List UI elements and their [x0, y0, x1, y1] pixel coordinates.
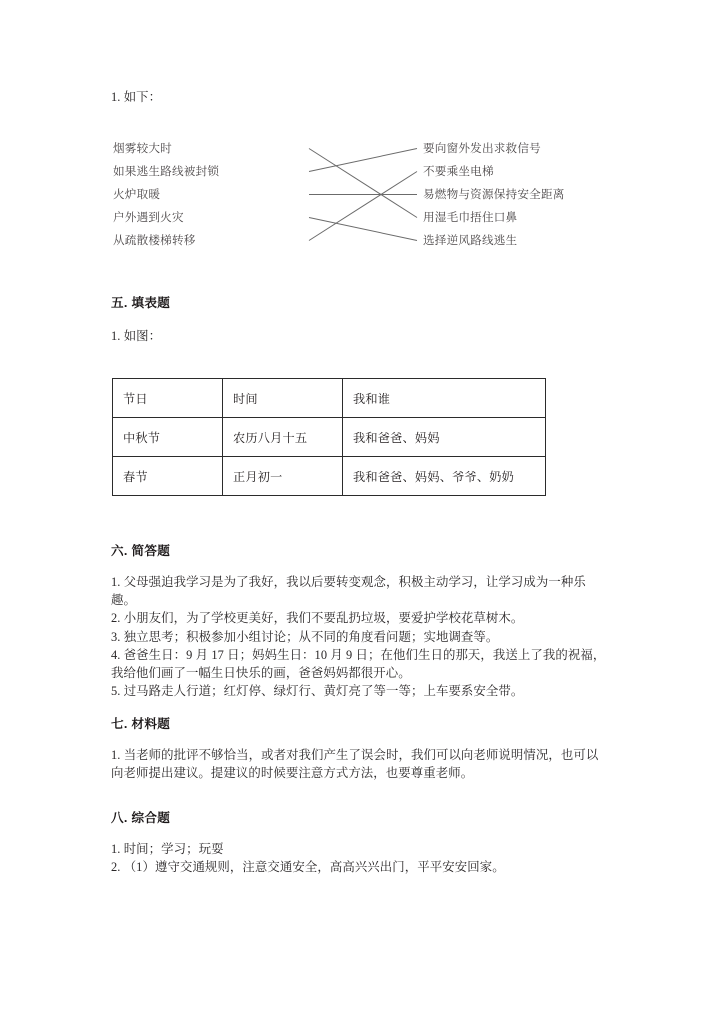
match-right-item: 不要乘坐电梯 — [423, 165, 494, 178]
match-right-item: 用湿毛巾捂住口鼻 — [423, 211, 518, 224]
table-header-cell: 节日 — [113, 379, 223, 418]
match-right-item: 易燃物与资源保持安全距离 — [423, 188, 565, 201]
table-cell: 我和爸爸、妈妈、爷爷、奶奶 — [343, 457, 546, 496]
match-connector-line — [309, 218, 417, 241]
table-row — [113, 418, 546, 457]
table-row — [113, 379, 546, 418]
match-right-item: 选择逆风路线逃生 — [423, 234, 518, 247]
section-7-body — [111, 746, 608, 782]
match-connector-line — [309, 149, 417, 172]
match-left-item: 火炉取暖 — [113, 188, 161, 201]
matching-diagram — [113, 137, 613, 259]
match-left-item: 从疏散楼梯转移 — [113, 234, 196, 247]
matching-right-column — [423, 137, 613, 252]
section-8-heading: 八. 综合题 — [111, 811, 171, 825]
festival-table-wrapper — [112, 378, 546, 496]
table-cell: 正月初一 — [223, 457, 343, 496]
answer-paragraph: 3. 独立思考；积极参加小组讨论；从不同的角度看问题；实地调查等。 — [111, 629, 499, 644]
section-8-body — [111, 840, 608, 876]
match-left-item: 如果逃生路线被封锁 — [113, 165, 220, 178]
table-cell: 春节 — [113, 457, 223, 496]
section-5-lead: 1. 如图： — [111, 329, 162, 343]
section-6-body — [111, 573, 608, 700]
match-connector-line — [309, 172, 417, 241]
section-4-answer-label: 1. 如下： — [111, 90, 162, 104]
matching-left-column — [113, 137, 303, 252]
table-cell: 我和爸爸、妈妈 — [343, 418, 546, 457]
table-cell: 农历八月十五 — [223, 418, 343, 457]
answer-paragraph: 5. 过马路走人行道；红灯停、绿灯行、黄灯亮了等一等；上车要系安全带。 — [111, 684, 524, 699]
answer-paragraph: 1. 父母强迫我学习是为了我好，我以后要转变观念，积极主动学习，让学习成为一种乐趣。 — [111, 575, 586, 608]
match-left-item: 烟雾较大时 — [113, 142, 172, 155]
answer-paragraph: 4. 爸爸生日：9 月 17 日；妈妈生日：10 月 9 日；在他们生日的那天，我送上了我的祝福，我给他们画了一幅生日快乐的画，爸爸妈妈都很开心。 — [111, 647, 606, 681]
table-cell: 中秋节 — [113, 418, 223, 457]
section-7-heading: 七. 材料题 — [111, 717, 171, 731]
section-6-heading: 六. 简答题 — [111, 544, 171, 558]
answer-paragraph: 1. 当老师的批评不够恰当，或者对我们产生了误会时，我们可以向老师说明情况，也可以向老师提出建议。提建议的时候要注意方式方法，也要尊重老师。 — [111, 748, 599, 781]
match-left-item: 户外遇到火灾 — [113, 211, 184, 224]
section-5-heading: 五. 填表题 — [111, 296, 171, 310]
table-header-cell: 时间 — [223, 379, 343, 418]
table-header-cell: 我和谁 — [343, 379, 546, 418]
answer-paragraph: 2. 小朋友们，为了学校更美好，我们不要乱扔垃圾，要爱护学校花草树木。 — [111, 611, 524, 626]
match-connector-line — [309, 149, 417, 218]
answer-paragraph: 1. 时间；学习；玩耍 — [111, 842, 224, 856]
answer-paragraph: 2. （1）遵守交通规则，注意交通安全，高高兴兴出门，平平安安回家。 — [111, 860, 505, 875]
match-right-item: 要向窗外发出求救信号 — [423, 142, 541, 155]
table-row — [113, 457, 546, 496]
festival-table — [112, 378, 546, 496]
